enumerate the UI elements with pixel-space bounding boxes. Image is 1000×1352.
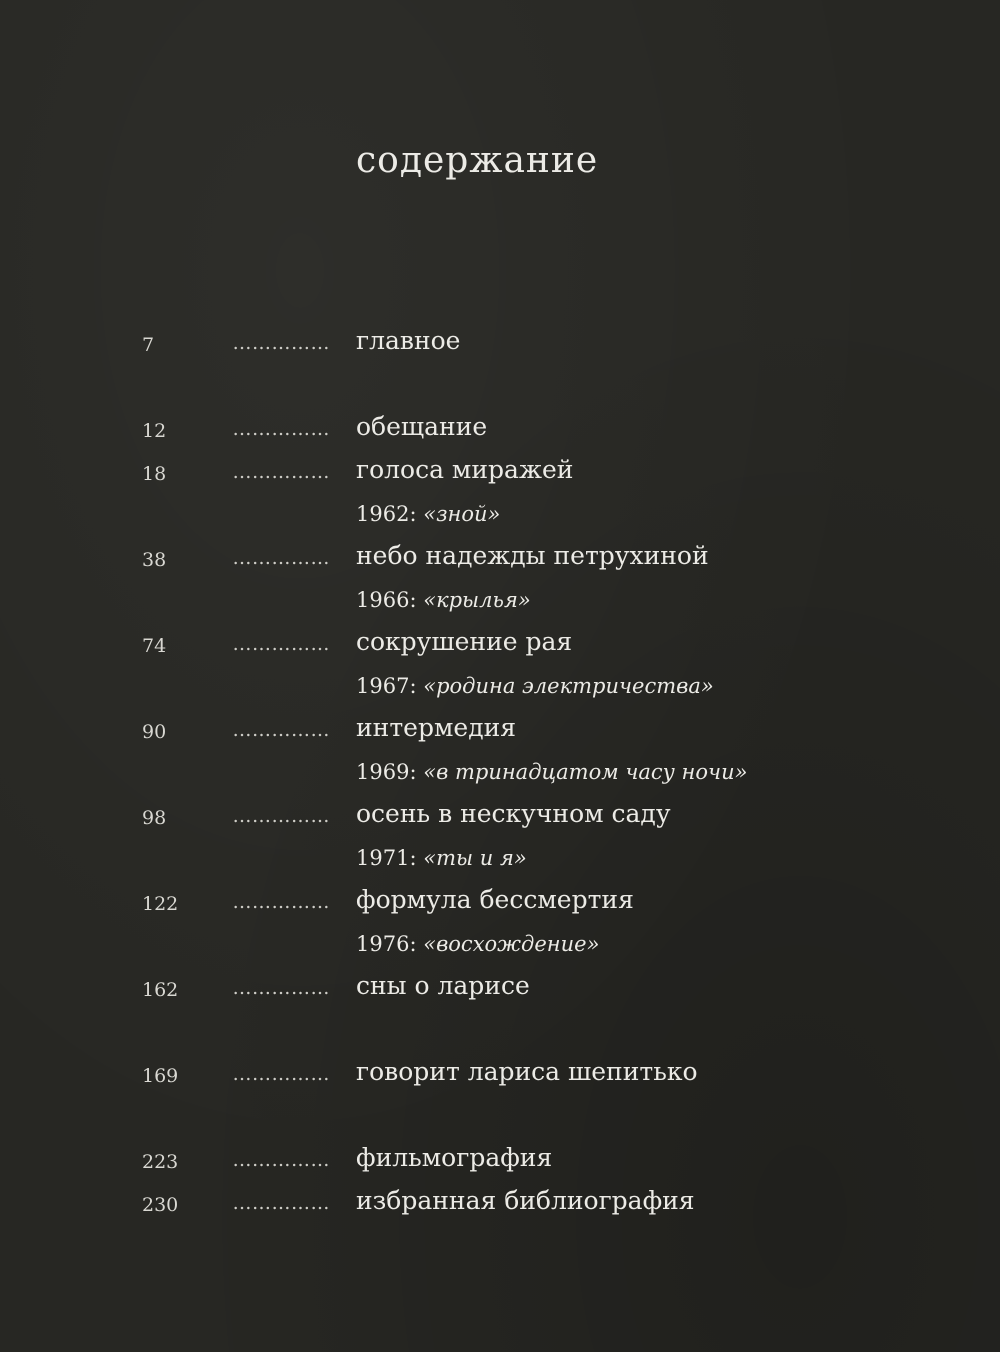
dot-leader: …………… [232, 805, 330, 827]
toc-entry [0, 1186, 1000, 1226]
dot-leader: …………… [232, 633, 330, 655]
dot-leader: …………… [232, 1149, 330, 1171]
dot-leader: …………… [232, 332, 330, 354]
entry-title: сны о ларисе [356, 971, 530, 1000]
film-name: «ты и я» [423, 846, 527, 870]
page-number: 98 [142, 807, 167, 829]
dot-leader: …………… [232, 461, 330, 483]
dot-leader: …………… [232, 891, 330, 913]
entry-title: небо надежды петрухиной [356, 541, 709, 570]
page-number: 223 [142, 1151, 179, 1173]
dot-leader: …………… [232, 719, 330, 741]
film-year: 1967: [356, 674, 417, 698]
page-title: содержание [356, 140, 599, 181]
film-subtitle [356, 588, 531, 612]
dot-leader: …………… [232, 1063, 330, 1085]
dot-leader: …………… [232, 418, 330, 440]
film-name: «крылья» [423, 588, 531, 612]
film-name: «родина электричества» [423, 674, 714, 698]
page-number: 38 [142, 549, 167, 571]
page-number: 169 [142, 1065, 179, 1087]
dot-leader: …………… [232, 977, 330, 999]
film-year: 1976: [356, 932, 417, 956]
film-year: 1966: [356, 588, 417, 612]
toc-entry [0, 627, 1000, 667]
toc-entry [0, 1143, 1000, 1183]
page-number: 7 [142, 334, 155, 356]
entry-title: главное [356, 326, 461, 355]
entry-title: голоса миражей [356, 455, 574, 484]
dot-leader: …………… [232, 547, 330, 569]
toc-entry [0, 412, 1000, 452]
toc-entry [0, 455, 1000, 495]
film-name: «в тринадцатом часу ночи» [423, 760, 748, 784]
page-number: 18 [142, 463, 167, 485]
page-number: 74 [142, 635, 167, 657]
entry-title: формула бессмертия [356, 885, 634, 914]
entry-title: фильмография [356, 1143, 553, 1172]
page-number: 230 [142, 1194, 179, 1216]
page-number: 162 [142, 979, 179, 1001]
film-year: 1962: [356, 502, 417, 526]
dot-leader: …………… [232, 1192, 330, 1214]
toc-entry [0, 713, 1000, 753]
film-year: 1971: [356, 846, 417, 870]
toc-entry [0, 799, 1000, 839]
page-number: 122 [142, 893, 179, 915]
toc-entry [0, 326, 1000, 366]
entry-title: говорит лариса шепитько [356, 1057, 698, 1086]
entry-title: интермедия [356, 713, 517, 742]
page-number: 90 [142, 721, 167, 743]
film-subtitle [356, 932, 599, 956]
film-subtitle [356, 674, 714, 698]
page-number: 12 [142, 420, 167, 442]
entry-title: осень в нескучном саду [356, 799, 671, 828]
toc-entry [0, 541, 1000, 581]
film-year: 1969: [356, 760, 417, 784]
film-subtitle [356, 846, 527, 870]
film-name: «зной» [423, 502, 501, 526]
film-name: «восхождение» [423, 932, 600, 956]
toc-entry [0, 885, 1000, 925]
toc-entry [0, 1057, 1000, 1097]
entry-title: избранная библиография [356, 1186, 695, 1215]
film-subtitle [356, 760, 747, 784]
entry-title: сокрушение рая [356, 627, 573, 656]
toc-entry [0, 971, 1000, 1011]
film-subtitle [356, 502, 500, 526]
entry-title: обещание [356, 412, 488, 441]
